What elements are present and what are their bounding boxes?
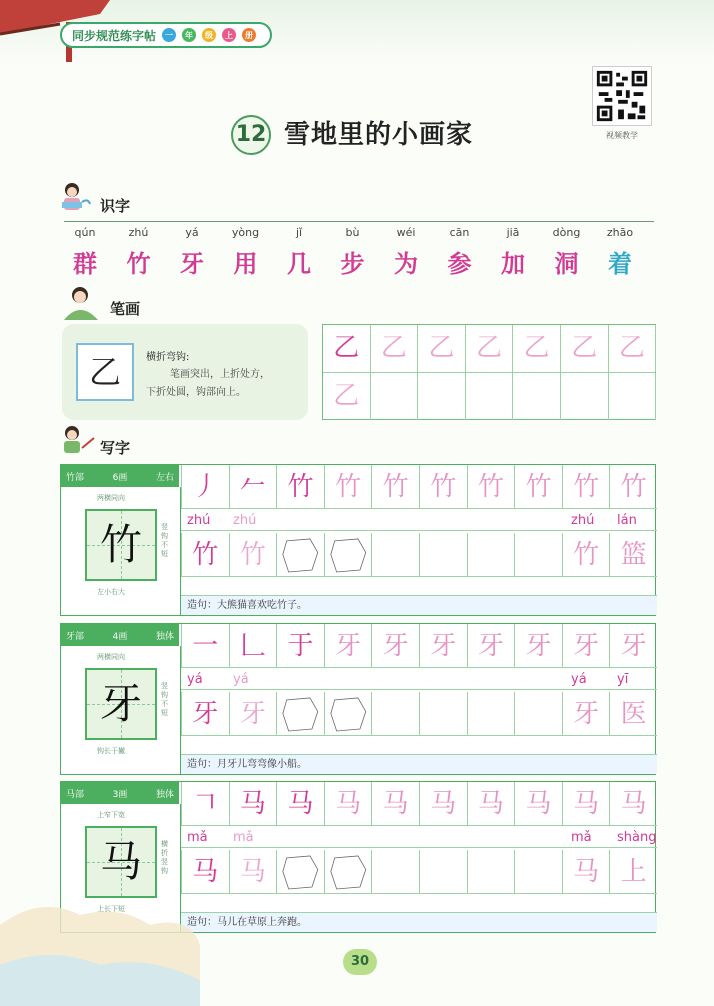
recognize-pinyin: yòng	[231, 226, 260, 239]
pinyin-text: mǎ	[233, 830, 254, 845]
note-bottom: 左小右大	[97, 588, 125, 596]
pinyin-text: zhú	[187, 513, 211, 528]
recognize-pinyin: jǐ	[295, 226, 303, 239]
recognize-pinyin: cān	[449, 226, 470, 239]
trace-char: 马	[382, 789, 409, 819]
note-top: 两横同向	[97, 494, 125, 502]
stroke-ghost-char: 乙	[380, 333, 407, 363]
section-title-write: 写字	[100, 439, 131, 457]
writing-block	[60, 623, 656, 775]
stroke-cell[interactable]	[561, 325, 609, 372]
pinyin-text: zhú	[233, 513, 257, 528]
teacher-icon	[58, 286, 106, 320]
header-radical: 马部	[66, 789, 85, 800]
trace-cell[interactable]	[324, 465, 372, 509]
stroke-cell[interactable]	[609, 325, 657, 372]
recognize-char: 洞	[554, 249, 579, 278]
stroke-cell[interactable]	[561, 373, 609, 420]
practice-char: 马	[239, 857, 266, 887]
trace-char: 一	[192, 631, 219, 661]
recognize-char: 加	[501, 249, 525, 278]
note-bottom: 上长下短	[97, 905, 125, 913]
note-top: 上窄下宽	[97, 811, 125, 819]
stroke-ghost-char: 乙	[333, 381, 360, 411]
boy-writing-icon	[58, 424, 98, 456]
trace-char: 马	[335, 789, 362, 819]
practice-char: 竹	[239, 540, 266, 570]
practice-char: 牙	[573, 699, 600, 729]
practice-cell[interactable]	[467, 850, 515, 894]
practice-cell[interactable]	[371, 850, 419, 894]
cloud-decoration	[0, 885, 200, 1006]
grade-dot-3: 级	[202, 28, 216, 42]
pinyin-text: lán	[617, 513, 637, 528]
recognize-char: 几	[287, 249, 311, 278]
stroke-ghost-char: 乙	[476, 333, 503, 363]
practice-cell[interactable]	[276, 533, 324, 577]
trace-char: 竹	[287, 472, 314, 502]
trace-char: 牙	[382, 631, 409, 661]
trace-cell[interactable]	[562, 624, 610, 668]
note-top: 两横同向	[97, 653, 125, 661]
pinyin-row	[181, 670, 657, 690]
practice-cell[interactable]	[514, 533, 562, 577]
recognize-pinyin: zhāo	[606, 226, 634, 239]
trace-char: 马	[620, 789, 647, 819]
trace-char: 牙	[430, 631, 457, 661]
practice-cell[interactable]	[609, 692, 657, 736]
hexagon-outline-icon	[277, 533, 324, 576]
trace-cell[interactable]	[514, 624, 562, 668]
header-radical: 竹部	[66, 472, 85, 483]
header-radical: 牙部	[66, 631, 85, 642]
trace-char: 马	[573, 789, 600, 819]
note-bottom: 钩长于撇	[97, 747, 125, 755]
practice-cell[interactable]	[276, 692, 324, 736]
practice-cell[interactable]	[371, 533, 419, 577]
trace-char: 竹	[335, 472, 362, 502]
recognize-char: 为	[394, 249, 418, 278]
trace-char: 牙	[620, 631, 647, 661]
recognize-char: 群	[73, 249, 97, 278]
trace-char: 于	[287, 631, 314, 661]
practice-cell[interactable]	[324, 533, 372, 577]
practice-char: 马	[192, 857, 219, 887]
recognize-pinyin: dòng	[552, 226, 581, 239]
series-title: 同步规范练字帖	[72, 28, 157, 43]
practice-cell[interactable]	[562, 533, 610, 577]
practice-char: 竹	[192, 540, 219, 570]
practice-cell[interactable]	[514, 850, 562, 894]
trace-char: 竹	[525, 472, 552, 502]
pinyin-rule	[64, 221, 654, 222]
pinyin-text: mǎ	[187, 830, 208, 845]
qr-caption: 视频教学	[606, 131, 638, 140]
trace-cell[interactable]	[371, 624, 419, 668]
trace-cell[interactable]	[276, 782, 324, 826]
recognize-char: 参	[447, 249, 472, 278]
practice-cell[interactable]	[514, 692, 562, 736]
practice-char: 上	[620, 857, 647, 887]
trace-char: 牙	[573, 631, 600, 661]
trace-cell[interactable]	[181, 465, 229, 509]
trace-char: 马	[477, 789, 504, 819]
practice-cell[interactable]	[229, 533, 277, 577]
writing-block	[60, 464, 656, 616]
trace-cell[interactable]	[514, 465, 562, 509]
practice-cell[interactable]	[467, 533, 515, 577]
trace-cell[interactable]	[609, 624, 657, 668]
practice-cell[interactable]	[467, 692, 515, 736]
practice-cell[interactable]	[419, 692, 467, 736]
stroke-ghost-char: 乙	[618, 333, 645, 363]
trace-row	[181, 624, 657, 668]
practice-char: 篮	[620, 540, 647, 570]
recognize-pinyin: jiā	[506, 226, 520, 239]
trace-char: 马	[287, 789, 314, 819]
trace-char: 丿	[192, 472, 219, 502]
stroke-cell[interactable]	[609, 373, 657, 420]
stroke-cell[interactable]	[323, 325, 371, 372]
grade-dot-4: 上	[222, 28, 236, 42]
trace-cell[interactable]	[371, 782, 419, 826]
trace-cell[interactable]	[371, 465, 419, 509]
page-number: 30	[343, 949, 377, 975]
practice-char: 医	[620, 699, 647, 729]
pinyin-row	[181, 828, 657, 848]
trace-cell[interactable]	[229, 782, 277, 826]
recognize-pinyin: wéi	[396, 226, 416, 239]
pinyin-text: yá	[571, 672, 587, 687]
trace-cell[interactable]	[467, 465, 515, 509]
trace-row	[181, 465, 657, 509]
stroke-ghost-char: 乙	[523, 333, 550, 363]
practice-char: 牙	[192, 699, 219, 729]
trace-cell[interactable]	[181, 624, 229, 668]
section-title-recognize: 识字	[100, 197, 131, 215]
stroke-cell[interactable]	[513, 325, 561, 372]
hexagon-outline-icon	[325, 692, 372, 735]
pinyin-text: zhú	[571, 513, 595, 528]
pinyin-text: shàng	[617, 830, 657, 845]
practice-cell[interactable]	[276, 850, 324, 894]
writing-block-header	[61, 465, 179, 487]
pinyin-text: yī	[617, 672, 629, 687]
recognize-char: 牙	[180, 249, 204, 278]
trace-cell[interactable]	[609, 465, 657, 509]
stroke-cell[interactable]	[418, 325, 466, 372]
recognize-pinyin: bù	[345, 226, 360, 239]
hexagon-outline-icon	[325, 533, 372, 576]
model-char: 马	[99, 837, 142, 886]
header-strokes: 6画	[112, 472, 128, 483]
practice-cell[interactable]	[229, 692, 277, 736]
trace-cell[interactable]	[514, 782, 562, 826]
writing-block-header	[61, 782, 179, 804]
trace-cell[interactable]	[562, 465, 610, 509]
practice-cell[interactable]	[181, 692, 229, 736]
stroke-cell[interactable]	[418, 373, 466, 420]
grade-dot-5: 册	[242, 28, 256, 42]
practice-cell[interactable]	[562, 692, 610, 736]
trace-char: 竹	[477, 472, 504, 502]
stroke-ghost-char: 乙	[333, 333, 360, 363]
header-structure: 独体	[155, 789, 174, 800]
note-side: 横折竖钩	[161, 840, 168, 875]
model-char: 牙	[99, 679, 142, 728]
example-sentence: 造句：大熊猫喜欢吃竹子。	[181, 595, 657, 615]
trace-cell[interactable]	[609, 782, 657, 826]
pinyin-text: yá	[233, 672, 249, 687]
example-sentence: 造句：马儿在草原上奔跑。	[181, 912, 657, 932]
hexagon-outline-icon	[325, 850, 372, 893]
stroke-ghost-char: 乙	[571, 333, 598, 363]
recognize-char: 竹	[126, 249, 151, 278]
practice-cell[interactable]	[371, 692, 419, 736]
practice-cell[interactable]	[609, 533, 657, 577]
stroke-cell[interactable]	[466, 373, 514, 420]
practice-row	[181, 533, 657, 577]
trace-char: 马	[430, 789, 457, 819]
model-char: 竹	[99, 520, 142, 569]
hexagon-outline-icon	[277, 692, 324, 735]
trace-cell[interactable]	[229, 465, 277, 509]
section-title-stroke: 笔画	[110, 300, 141, 318]
practice-row	[181, 850, 657, 894]
stroke-desc-line1: 笔画突出，上折处方，	[170, 369, 270, 380]
stroke-ghost-char: 乙	[428, 333, 455, 363]
qr-code-icon[interactable]	[592, 66, 652, 126]
hexagon-outline-icon	[277, 850, 324, 893]
recognize-char: 用	[233, 249, 258, 278]
grade-dot-1: 一	[162, 28, 176, 42]
trace-cell[interactable]	[467, 624, 515, 668]
trace-cell[interactable]	[229, 624, 277, 668]
stroke-cell[interactable]	[466, 325, 514, 372]
pinyin-text: yá	[187, 672, 203, 687]
recognize-pinyin: yá	[185, 226, 199, 239]
note-side: 竖钩不短	[161, 682, 168, 717]
series-badge	[60, 22, 272, 48]
pinyin-text: mǎ	[571, 830, 592, 845]
trace-cell[interactable]	[324, 624, 372, 668]
lesson-title: 雪地里的小画家	[284, 120, 474, 150]
trace-row	[181, 782, 657, 826]
practice-cell[interactable]	[324, 692, 372, 736]
header-strokes: 3画	[112, 789, 128, 800]
practice-char: 马	[573, 857, 600, 887]
trace-char: 牙	[335, 631, 362, 661]
recognize-char: 步	[340, 249, 365, 278]
example-sentence: 造句：月牙儿弯弯像小船。	[181, 754, 657, 774]
trace-cell[interactable]	[276, 624, 324, 668]
trace-char: 竹	[573, 472, 600, 502]
trace-cell[interactable]	[324, 782, 372, 826]
recognize-pinyin: qún	[74, 226, 96, 239]
header-strokes: 4画	[112, 631, 128, 642]
practice-char: 牙	[239, 699, 266, 729]
trace-char: 𠃍	[192, 789, 219, 819]
practice-cell[interactable]	[229, 850, 277, 894]
practice-cell[interactable]	[419, 533, 467, 577]
stroke-cell[interactable]	[371, 373, 419, 420]
stroke-desc-line2: 下折处圆，钩部向上。	[146, 387, 246, 398]
trace-cell[interactable]	[419, 465, 467, 509]
trace-char: 𠂉	[239, 472, 266, 502]
trace-char: 竹	[382, 472, 409, 502]
stroke-cell[interactable]	[323, 373, 371, 420]
header-structure: 左右	[155, 472, 174, 483]
stroke-cell[interactable]	[513, 373, 561, 420]
trace-char: 马	[525, 789, 552, 819]
trace-char: 竹	[620, 472, 647, 502]
trace-cell[interactable]	[562, 782, 610, 826]
practice-cell[interactable]	[609, 850, 657, 894]
recognize-char: 着	[608, 249, 632, 278]
practice-cell[interactable]	[419, 850, 467, 894]
stroke-name: 横折弯钩:	[146, 352, 190, 363]
writing-block-header	[61, 624, 179, 646]
practice-cell[interactable]	[562, 850, 610, 894]
stroke-char: 乙	[88, 353, 121, 391]
stroke-cell[interactable]	[371, 325, 419, 372]
trace-cell[interactable]	[276, 465, 324, 509]
trace-cell[interactable]	[181, 782, 229, 826]
lesson-number: 12	[231, 115, 271, 155]
trace-char: 竹	[430, 472, 457, 502]
note-side: 竖钩不短	[161, 523, 168, 558]
grade-dot-2: 年	[182, 28, 196, 42]
trace-char: 𠃊	[239, 631, 266, 661]
trace-cell[interactable]	[419, 782, 467, 826]
trace-char: 马	[239, 789, 266, 819]
trace-cell[interactable]	[467, 782, 515, 826]
header-structure: 独体	[155, 631, 174, 642]
trace-char: 牙	[477, 631, 504, 661]
practice-row	[181, 692, 657, 736]
practice-cell[interactable]	[324, 850, 372, 894]
trace-cell[interactable]	[419, 624, 467, 668]
girl-reading-icon	[58, 182, 92, 212]
practice-cell[interactable]	[181, 533, 229, 577]
pinyin-row	[181, 511, 657, 531]
recognize-pinyin: zhú	[128, 226, 149, 239]
trace-char: 牙	[525, 631, 552, 661]
practice-char: 竹	[573, 540, 600, 570]
